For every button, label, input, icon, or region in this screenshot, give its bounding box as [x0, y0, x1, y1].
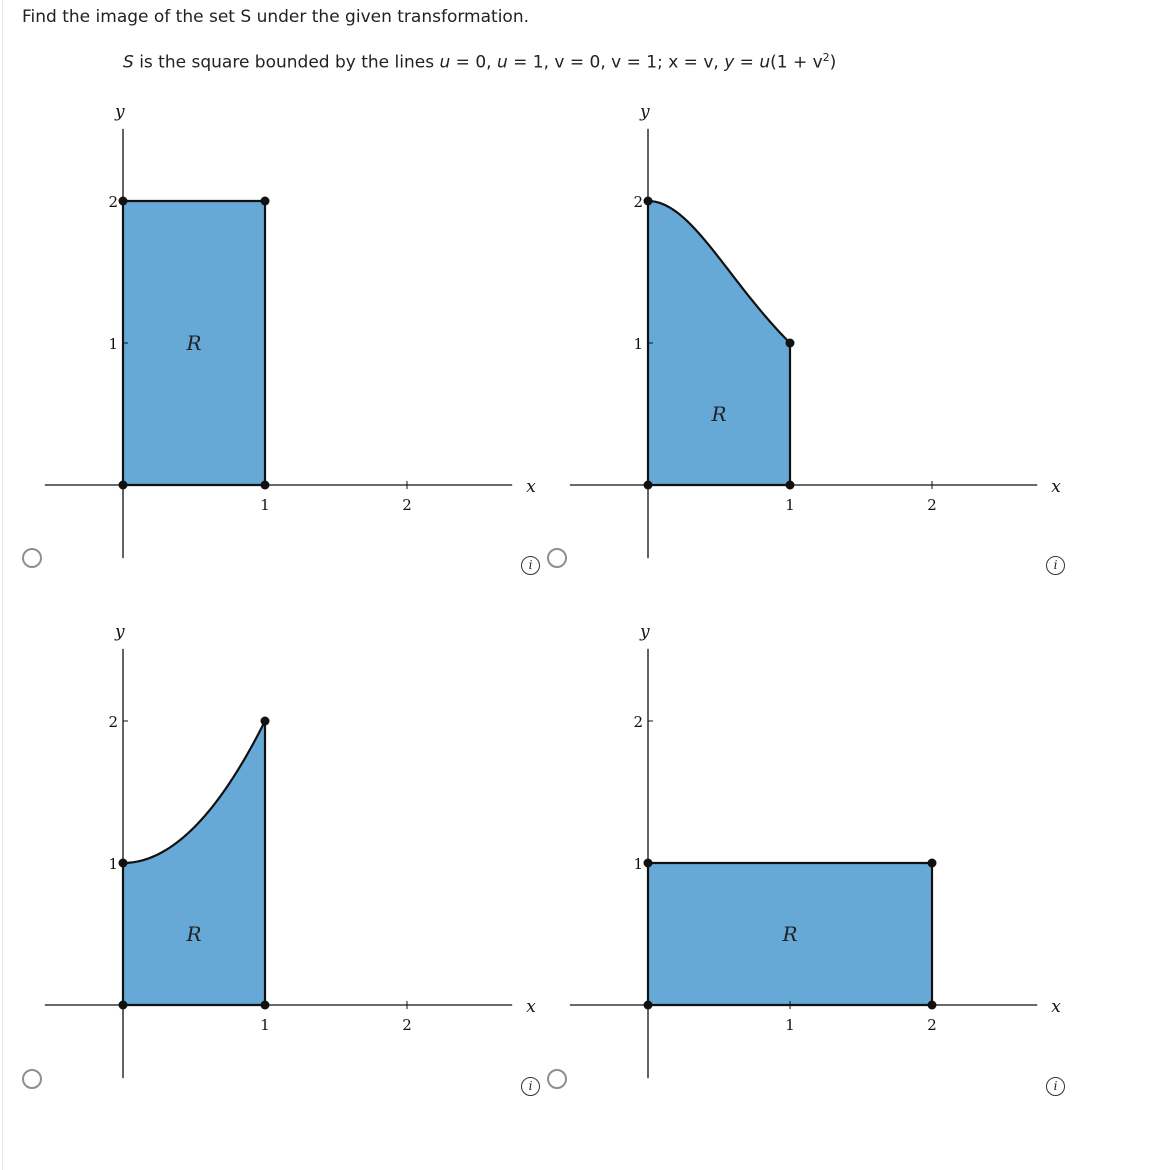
vertex-point: [928, 859, 937, 868]
region-label: R: [186, 922, 202, 946]
option-d-info-icon[interactable]: i: [1046, 1077, 1065, 1096]
option-b-info-icon[interactable]: i: [1046, 556, 1065, 575]
y-tick-label: 2: [633, 193, 643, 211]
vertex-point: [644, 1001, 653, 1010]
option-d-graph: [565, 605, 1061, 1109]
option-d-radio[interactable]: [547, 1069, 567, 1089]
x-axis-label: x: [1051, 997, 1061, 1017]
option-c-info-icon[interactable]: i: [521, 1077, 540, 1096]
option-a-graph: [40, 85, 536, 589]
x-axis-label: x: [526, 477, 536, 497]
y-tick-label: 1: [108, 855, 118, 873]
y-tick-label: 1: [633, 855, 643, 873]
region-shape: [123, 721, 265, 1005]
chart-svg: [40, 85, 536, 585]
region-label: R: [711, 402, 727, 426]
x-tick-label: 2: [402, 496, 412, 514]
x-axis-label: x: [526, 997, 536, 1017]
vertex-point: [786, 339, 795, 348]
set-s: S: [123, 52, 134, 73]
chart-svg: [40, 605, 536, 1105]
vertex-point: [928, 1001, 937, 1010]
vertex-point: [119, 197, 128, 206]
vertex-point: [261, 481, 270, 490]
option-b-graph: [565, 85, 1061, 589]
vertex-point: [644, 859, 653, 868]
y-axis-label: y: [640, 101, 650, 122]
y-tick-label: 1: [108, 335, 118, 353]
vertex-point: [261, 717, 270, 726]
vertex-point: [119, 859, 128, 868]
question-text: Find the image of the set S under the given transformation.: [22, 7, 529, 27]
panel-border: [2, 0, 3, 1170]
x-tick-label: 1: [260, 1016, 270, 1034]
vertex-point: [119, 481, 128, 490]
y-tick-label: 2: [108, 713, 118, 731]
y-tick-label: 2: [633, 713, 643, 731]
vertex-point: [644, 481, 653, 490]
x-tick-label: 1: [785, 1016, 795, 1034]
y-tick-label: 2: [108, 193, 118, 211]
option-b-radio[interactable]: [547, 548, 567, 568]
region-label: R: [186, 331, 202, 355]
option-c-radio[interactable]: [22, 1069, 42, 1089]
x-tick-label: 1: [785, 496, 795, 514]
y-axis-label: y: [115, 101, 125, 122]
y-axis-label: y: [640, 621, 650, 642]
chart-svg: [565, 85, 1061, 585]
x-tick-label: 2: [402, 1016, 412, 1034]
x-tick-label: 2: [927, 1016, 937, 1034]
vertex-point: [119, 1001, 128, 1010]
vertex-point: [261, 1001, 270, 1010]
option-c-graph: [40, 605, 536, 1109]
vertex-point: [786, 481, 795, 490]
problem-statement: S is the square bounded by the lines u = 0, u = 1, v = 0, v = 1; x = v, $y = u(1 + v^2)$: [123, 51, 837, 73]
y-tick-label: 1: [633, 335, 643, 353]
region-shape: [648, 201, 790, 485]
region-label: R: [782, 922, 798, 946]
x-tick-label: 2: [927, 496, 937, 514]
option-a-info-icon[interactable]: i: [521, 556, 540, 575]
vertex-point: [644, 197, 653, 206]
chart-svg: [565, 605, 1061, 1105]
x-tick-label: 1: [260, 496, 270, 514]
vertex-point: [261, 197, 270, 206]
y-axis-label: y: [115, 621, 125, 642]
x-axis-label: x: [1051, 477, 1061, 497]
option-a-radio[interactable]: [22, 548, 42, 568]
